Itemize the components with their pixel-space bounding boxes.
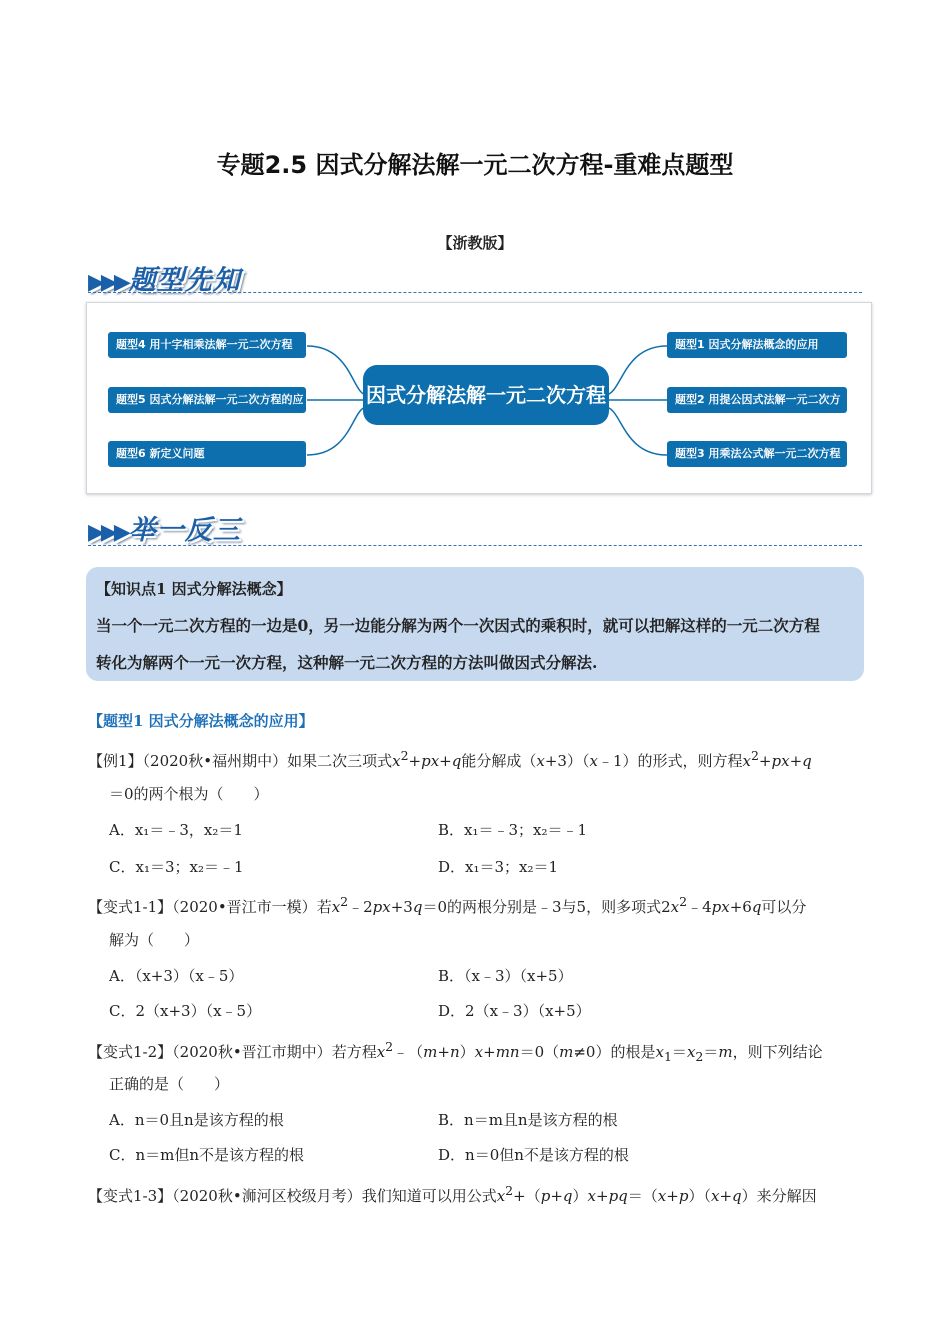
variant12-text-1: 若方程 xyxy=(331,1043,377,1061)
example1-text-4: ）的形式，则方程 xyxy=(622,752,743,770)
example1-text-3: ）（ xyxy=(566,752,590,770)
variant13-source: （2020秋•浉河区校级月考） xyxy=(172,1187,362,1205)
variant13-text-2: 来分解因 xyxy=(756,1187,817,1205)
example1-option-c[interactable]: C．x₁＝3；x₂＝﹣1 xyxy=(109,858,244,876)
example1-option-b[interactable]: B．x₁＝﹣3；x₂＝﹣1 xyxy=(438,821,588,839)
variant11-option-b[interactable]: B．（x﹣3）（x+5） xyxy=(438,967,573,985)
variant13-tag: 【变式1-3】 xyxy=(88,1187,173,1205)
option-text: x₁＝3；x₂＝﹣1 xyxy=(135,858,244,876)
variant12-stem: 【变式1-2】（2020秋•晋江市期中）若方程$x^2﹣(m+n)x+mn=0(m\ne 0)$的根是$x_1=x_2=m$，则下列结论 xyxy=(88,1039,823,1064)
knowledge-line-1: 当一个一元二次方程的一边是0，另一边能分解为两个一次因式的乘积时，就可以把解这样的一元二次方程 xyxy=(96,616,820,635)
example1-option-a[interactable]: A．x₁＝﹣3，x₂＝1 xyxy=(109,821,243,839)
mindmap-center: 因式分解法解一元二次方程 xyxy=(363,365,609,425)
example1-cont: ＝0的两个根为（ ） xyxy=(109,785,269,803)
option-text: n＝0但n不是该方程的根 xyxy=(465,1146,629,1164)
variant11-tag: 【变式1-1】 xyxy=(88,898,173,916)
variant12-text-3: ，则下列结论 xyxy=(732,1043,823,1061)
variant11-text-3: 可以分 xyxy=(761,898,807,916)
option-text: x₁＝﹣3；x₂＝﹣1 xyxy=(464,821,588,839)
connector-left-3 xyxy=(307,407,367,455)
connector-left-1 xyxy=(307,346,367,395)
variant12-option-a[interactable]: A．n＝0且n是该方程的根 xyxy=(109,1111,284,1129)
variant11-stem: 【变式1-1】（2020•晋江市一模）若$x^2﹣2px+3q=0$的两根分别是﹣3与5，则多项式$2x^2﹣4px+6q$可以分 xyxy=(88,894,807,916)
variant11-text-2: ＝0的两根分别是﹣3与5，则多项式 xyxy=(422,898,662,916)
mindmap-node-type2: 题型2 用提公因式法解一元二次方程 xyxy=(667,387,847,413)
type1-heading: 【题型1 因式分解法概念的应用】 xyxy=(88,712,314,730)
option-text: 2（x+3）（x﹣5） xyxy=(135,1002,262,1020)
option-text: x₁＝3；x₂＝1 xyxy=(465,858,559,876)
option-text: （x+3）（x﹣5） xyxy=(134,967,244,985)
divider xyxy=(88,545,862,546)
example1-option-d[interactable]: D．x₁＝3；x₂＝1 xyxy=(438,858,559,876)
page-title: 专题2.5 因式分解法解一元二次方程-重难点题型 xyxy=(216,151,734,179)
example1-tag: 【例1】 xyxy=(88,752,143,770)
variant12-cont: 正确的是（ ） xyxy=(109,1075,230,1093)
connector-right-3 xyxy=(605,407,667,455)
example1-text-2: 能分解成（ xyxy=(461,752,537,770)
triple-arrow-icon: ▶▶▶ xyxy=(88,520,127,545)
variant11-option-a[interactable]: A．（x+3）（x﹣5） xyxy=(109,967,244,985)
variant11-source: （2020•晋江市一模） xyxy=(172,898,317,916)
example1-source: （2020秋•福州期中） xyxy=(142,752,288,770)
variant12-option-c[interactable]: C．n＝m但n不是该方程的根 xyxy=(109,1146,305,1164)
option-text: （x﹣3）（x+5） xyxy=(464,967,573,985)
example1-stem: 【例1】（2020秋•福州期中）如果二次三项式$x^2+px+q$能分解成（x+3）（x﹣1）的形式，则方程$x^2+px+q$ xyxy=(88,748,812,770)
mindmap-node-type6: 题型6 新定义问题 xyxy=(108,441,306,467)
banner-examples-text: 举一反三 xyxy=(128,515,241,546)
variant13-stem: 【变式1-3】（2020秋•浉河区校级月考）我们知道可以用公式$x^2+(p+q)x+pq=(x+p)(x+q)$来分解因 xyxy=(88,1183,817,1205)
banner-examples xyxy=(88,508,241,547)
triple-arrow-icon: ▶▶▶ xyxy=(88,270,127,295)
variant12-tag: 【变式1-2】 xyxy=(88,1043,173,1061)
variant11-cont: 解为（ ） xyxy=(109,931,200,949)
mindmap-node-type1: 题型1 因式分解法概念的应用 xyxy=(667,332,847,358)
mindmap xyxy=(86,302,872,494)
variant12-text-2: 的根是 xyxy=(610,1043,656,1061)
mindmap-node-type4: 题型4 用十字相乘法解一元二次方程 xyxy=(108,332,306,358)
variant12-source: （2020秋•晋江市期中） xyxy=(172,1043,332,1061)
edition-label: 【浙教版】 xyxy=(437,234,513,252)
variant11-option-c[interactable]: C．2（x+3）（x﹣5） xyxy=(109,1002,262,1020)
option-text: n＝m但n不是该方程的根 xyxy=(135,1146,305,1164)
divider xyxy=(88,292,862,293)
knowledge-title: 【知识点1 因式分解法概念】 xyxy=(96,580,292,598)
knowledge-line-2: 转化为解两个一元一次方程，这种解一元二次方程的方法叫做因式分解法. xyxy=(96,653,598,672)
variant11-option-d[interactable]: D．2（x﹣3）（x+5） xyxy=(438,1002,591,1020)
variant12-option-d[interactable]: D．n＝0但n不是该方程的根 xyxy=(438,1146,629,1164)
option-text: n＝m且n是该方程的根 xyxy=(464,1111,618,1129)
option-text: x₁＝﹣3，x₂＝1 xyxy=(134,821,243,839)
banner-overview-text: 题型先知 xyxy=(128,265,241,296)
example1-text-1: 如果二次三项式 xyxy=(287,752,393,770)
variant13-text-1: 我们知道可以用公式 xyxy=(361,1187,497,1205)
variant12-option-b[interactable]: B．n＝m且n是该方程的根 xyxy=(438,1111,618,1129)
option-text: n＝0且n是该方程的根 xyxy=(134,1111,284,1129)
variant11-text-1: 若 xyxy=(316,898,332,916)
connector-right-1 xyxy=(605,346,667,395)
mindmap-node-type5: 题型5 因式分解法解一元二次方程的应用 xyxy=(108,387,306,413)
mindmap-node-type3: 题型3 用乘法公式解一元二次方程 xyxy=(667,441,847,467)
option-text: 2（x﹣3）（x+5） xyxy=(465,1002,591,1020)
